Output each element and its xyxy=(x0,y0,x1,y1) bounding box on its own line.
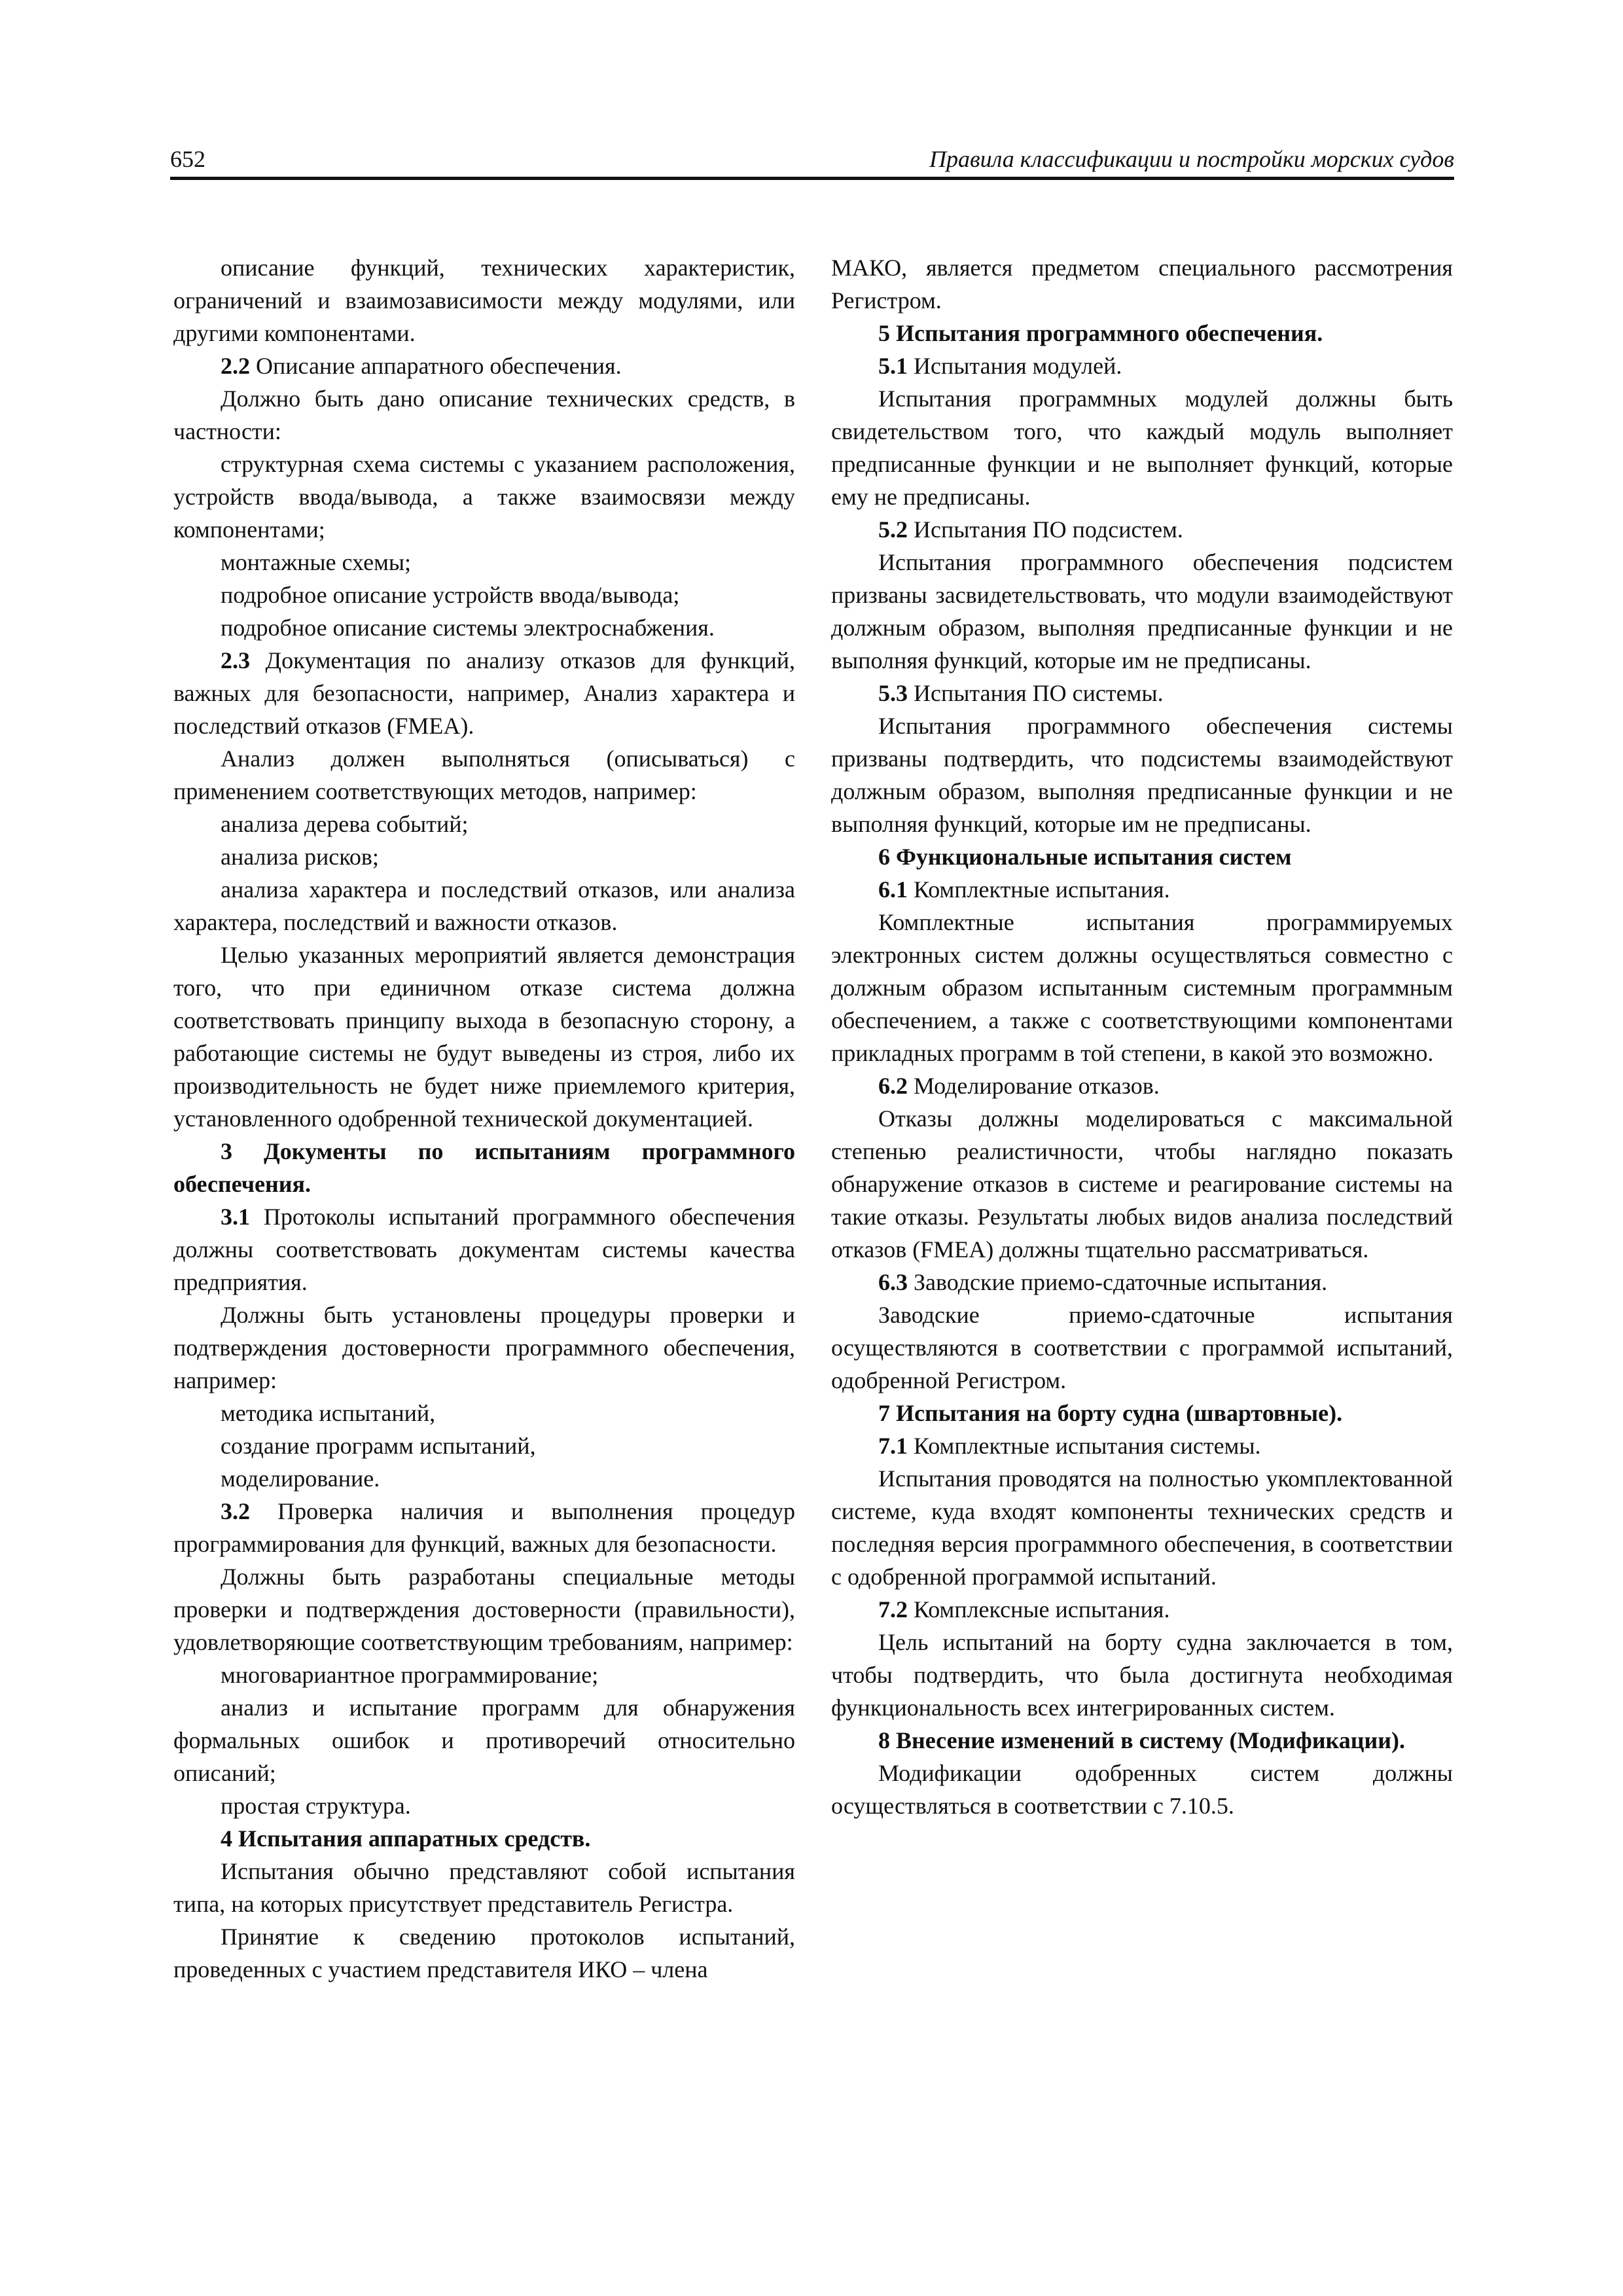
paragraph-text: Описание аппаратного обеспечения. xyxy=(250,353,622,379)
paragraph xyxy=(831,709,1453,840)
paragraph xyxy=(831,251,1453,317)
paragraph xyxy=(173,1691,795,1789)
paragraph-text: подробное описание системы электроснабжения. xyxy=(221,615,715,641)
paragraph-text: анализа характера и последствий отказов, или анализа характера, последствий и важности отказов. xyxy=(173,876,795,935)
page-number: 652 xyxy=(170,146,205,172)
clause-number: 6.1 xyxy=(878,876,908,903)
heading-text: 4 Испытания аппаратных средств. xyxy=(221,1825,591,1852)
paragraph-text: Заводские приемо-сдаточные испытания осуществляются в соответствии с программой испытаний, одобренной Регистром. xyxy=(831,1302,1453,1393)
section-heading xyxy=(831,840,1453,873)
clause-number: 6.2 xyxy=(878,1073,908,1099)
clause-number: 7.2 xyxy=(878,1596,908,1623)
paragraph-text: Испытания ПО системы. xyxy=(908,680,1164,706)
heading-text: 5 Испытания программного обеспечения. xyxy=(878,320,1323,346)
paragraph xyxy=(831,350,1453,382)
clause-number: 5.2 xyxy=(878,516,908,543)
paragraph xyxy=(831,873,1453,906)
clause-number: 3.1 xyxy=(221,1204,250,1230)
paragraph-text: Анализ должен выполняться (описываться) с применением соответствующих методов, например: xyxy=(173,745,795,804)
paragraph xyxy=(173,546,795,579)
paragraph xyxy=(831,513,1453,546)
paragraph-text: многовариантное программирование; xyxy=(221,1662,599,1688)
paragraph xyxy=(173,251,795,350)
clause-number: 7.1 xyxy=(878,1433,908,1459)
paragraph xyxy=(173,873,795,939)
clause-number: 3.2 xyxy=(221,1498,250,1524)
paragraph-text: подробное описание устройств ввода/вывода; xyxy=(221,582,680,608)
clause-number: 2.3 xyxy=(221,647,250,673)
paragraph-text: описание функций, технических характеристик, ограничений и взаимозависимости между модулями, или другими компонентами. xyxy=(173,255,795,346)
paragraph xyxy=(173,1789,795,1822)
running-title: Правила классификации и постройки морских судов xyxy=(929,146,1454,172)
paragraph xyxy=(173,808,795,840)
clause-number: 5.3 xyxy=(878,680,908,706)
section-heading xyxy=(831,1724,1453,1757)
paragraph xyxy=(831,1102,1453,1266)
paragraph-text: анализа дерева событий; xyxy=(221,811,469,837)
paragraph-text: Комплектные испытания программируемых электронных систем должны осуществляться совместно с должным образом испытанным системным программным обеспечением, а также с соответствующими компонентами прикладных программ в той степени, в какой это возможно. xyxy=(831,909,1453,1066)
paragraph xyxy=(173,579,795,611)
paragraph xyxy=(173,1495,795,1560)
paragraph-text: Отказы должны моделироваться с максимальной степенью реалистичности, чтобы наглядно показать обнаружение отказов в системе и реагирование системы на такие отказы. Результаты любых видов анализа последствий отказов (FMEA) должны тщательно рассматриваться. xyxy=(831,1105,1453,1263)
clause-number: 6.3 xyxy=(878,1269,908,1295)
paragraph xyxy=(831,677,1453,709)
paragraph xyxy=(173,1659,795,1691)
paragraph xyxy=(831,1462,1453,1593)
paragraph-text: анализ и испытание программ для обнаружения формальных ошибок и противоречий относительно описаний; xyxy=(173,1695,795,1786)
clause-number: 5.1 xyxy=(878,353,908,379)
paragraph xyxy=(831,382,1453,513)
paragraph-text: Комплексные испытания. xyxy=(908,1596,1170,1623)
paragraph-text: Испытания проводятся на полностью укомплектованной системе, куда входят компоненты технических средств и последняя версия программного обеспечения, в соответствии с одобренной программой испытаний. xyxy=(831,1465,1453,1590)
paragraph xyxy=(831,1593,1453,1626)
paragraph-text: анализа рисков; xyxy=(221,844,379,870)
heading-text: 8 Внесение изменений в систему (Модификации). xyxy=(878,1727,1405,1753)
paragraph-text: Должны быть разработаны специальные методы проверки и подтверждения достоверности (правильности), удовлетворяющие соответствующим требованиям, например: xyxy=(173,1564,795,1655)
paragraph-text: Цель испытаний на борту судна заключается в том, чтобы подтвердить, что была достигнута необходимая функциональность всех интегрированных систем. xyxy=(831,1629,1453,1721)
paragraph-text: Испытания модулей. xyxy=(908,353,1122,379)
paragraph-text: структурная схема системы с указанием расположения, устройств ввода/вывода, а также взаимосвязи между компонентами; xyxy=(173,451,795,543)
paragraph-text: методика испытаний, xyxy=(221,1400,436,1426)
paragraph xyxy=(173,742,795,808)
paragraph-text: Модификации одобренных систем должны осуществляться в соответствии с 7.10.5. xyxy=(831,1760,1453,1819)
paragraph xyxy=(173,1560,795,1659)
paragraph-text: Комплектные испытания системы. xyxy=(908,1433,1261,1459)
header-rule xyxy=(170,177,1454,180)
paragraph xyxy=(173,1299,795,1397)
paragraph xyxy=(173,1397,795,1429)
paragraph-text: Принятие к сведению протоколов испытаний, проведенных с участием представителя ИКО – члена xyxy=(173,1924,795,1982)
paragraph-text: Испытания программного обеспечения системы призваны подтвердить, что подсистемы взаимодействуют должным образом, выполняя предписанные функции и не выполняя функций, которые им не предписаны. xyxy=(831,713,1453,837)
paragraph xyxy=(173,840,795,873)
paragraph-text: Целью указанных мероприятий является демонстрация того, что при единичном отказе система должна соответствовать принципу выхода в безопасную сторону, а работающие системы не будут выведены из строя, либо их производительность не будет ниже приемлемого критерия, установленного одобренной технической документацией. xyxy=(173,942,795,1132)
section-heading xyxy=(173,1822,795,1855)
heading-text: 6 Функциональные испытания систем xyxy=(878,844,1292,870)
section-heading xyxy=(173,1135,795,1200)
paragraph-text: Комплектные испытания. xyxy=(908,876,1170,903)
paragraph-text: Протоколы испытаний программного обеспечения должны соответствовать документам системы качества предприятия. xyxy=(173,1204,795,1295)
paragraph xyxy=(173,644,795,742)
right-column xyxy=(831,251,1453,1822)
paragraph-text: Испытания ПО подсистем. xyxy=(908,516,1183,543)
paragraph xyxy=(173,1920,795,1986)
paragraph-text: моделирование. xyxy=(221,1465,380,1492)
paragraph-text: простая структура. xyxy=(221,1793,411,1819)
paragraph xyxy=(173,1200,795,1299)
paragraph-text: создание программ испытаний, xyxy=(221,1433,536,1459)
left-column xyxy=(173,251,795,1986)
paragraph xyxy=(831,1757,1453,1822)
paragraph xyxy=(173,611,795,644)
paragraph-text: Документация по анализу отказов для функций, важных для безопасности, например, Анализ характера и последствий отказов (FMEA). xyxy=(173,647,795,739)
paragraph xyxy=(831,1299,1453,1397)
paragraph xyxy=(173,1462,795,1495)
paragraph xyxy=(173,382,795,448)
paragraph xyxy=(173,1855,795,1920)
section-heading xyxy=(831,1397,1453,1429)
paragraph xyxy=(831,1266,1453,1299)
paragraph-text: Моделирование отказов. xyxy=(908,1073,1160,1099)
paragraph-text: Испытания программного обеспечения подсистем призваны засвидетельствовать, что модули взаимодействуют должным образом, выполняя предписанные функции и не выполняя функций, которые им не предписаны. xyxy=(831,549,1453,673)
clause-number: 2.2 xyxy=(221,353,250,379)
page-header xyxy=(170,145,1454,179)
heading-text: 7 Испытания на борту судна (швартовные). xyxy=(878,1400,1343,1426)
paragraph-text: Испытания обычно представляют собой испытания типа, на которых присутствует представитель Регистра. xyxy=(173,1858,795,1917)
paragraph xyxy=(831,1429,1453,1462)
paragraph xyxy=(173,939,795,1135)
paragraph xyxy=(831,1069,1453,1102)
section-heading xyxy=(831,317,1453,350)
paragraph xyxy=(173,350,795,382)
paragraph-text: монтажные схемы; xyxy=(221,549,412,575)
paragraph-text: МАКО, является предметом специального рассмотрения Регистром. xyxy=(831,255,1453,314)
heading-text: 3 Документы по испытаниям программного обеспечения. xyxy=(173,1138,795,1197)
paragraph-text: Проверка наличия и выполнения процедур программирования для функций, важных для безопасности. xyxy=(173,1498,795,1557)
paragraph xyxy=(831,1626,1453,1724)
paragraph-text: Должно быть дано описание технических средств, в частности: xyxy=(173,386,795,444)
paragraph-text: Испытания программных модулей должны быть свидетельством того, что каждый модуль выполняет предписанные функции и не выполняет функций, которые ему не предписаны. xyxy=(831,386,1453,510)
paragraph xyxy=(173,1429,795,1462)
paragraph xyxy=(831,906,1453,1069)
paragraph-text: Должны быть установлены процедуры проверки и подтверждения достоверности программного обеспечения, например: xyxy=(173,1302,795,1393)
paragraph xyxy=(831,546,1453,677)
paragraph-text: Заводские приемо-сдаточные испытания. xyxy=(908,1269,1328,1295)
paragraph xyxy=(173,448,795,546)
